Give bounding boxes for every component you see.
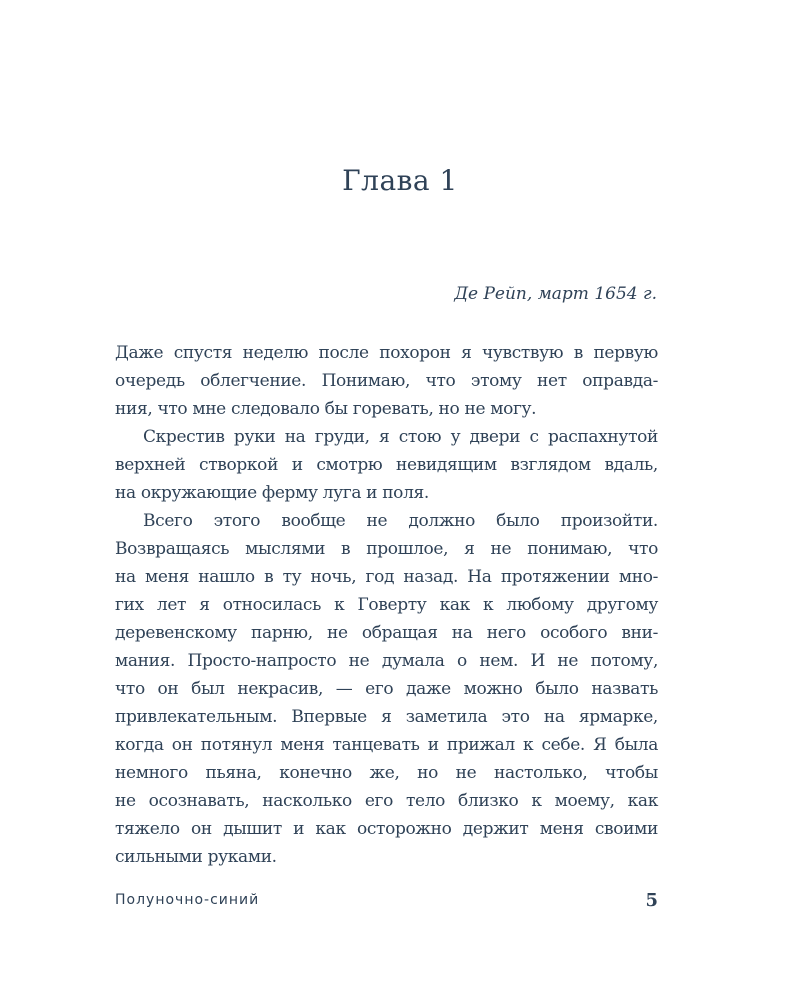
text-line: тяжело он дышит и как осторожно держит меня своими: [115, 819, 658, 839]
text-line: Всего этого вообще не должно было произойти.: [143, 511, 658, 531]
text-line: на меня нашло в ту ночь, год назад. На протяжении мно-: [115, 567, 658, 587]
text-line: ния, что мне следовало бы горевать, но не могу.: [115, 399, 537, 419]
chapter-title: Глава 1: [342, 164, 458, 197]
text-line: немного пьяна, конечно же, но не настолько, чтобы: [115, 763, 658, 783]
text-line: гих лет я относилась к Говерту как к любому другому: [115, 595, 658, 615]
paragraph-1: [115, 339, 658, 423]
text-line: деревенскому парню, не обращая на него особого вни-: [115, 623, 658, 643]
text-line: привлекательным. Впервые я заметила это на ярмарке,: [115, 707, 658, 727]
text-line: Возвращаясь мыслями в прошлое, я не понимаю, что: [115, 539, 658, 559]
page-number: 5: [645, 890, 658, 911]
paragraph-2: [115, 423, 658, 507]
text-line: что он был некрасив, — его даже можно было назвать: [115, 679, 658, 699]
text-line: верхней створкой и смотрю невидящим взглядом вдаль,: [115, 455, 658, 475]
text-line: не осознавать, насколько его тело близко к моему, как: [115, 791, 658, 811]
paragraph-3: [115, 507, 658, 871]
running-book-title: Полуночно-синий: [115, 892, 260, 908]
text-line: когда он потянул меня танцевать и прижал к себе. Я была: [115, 735, 658, 755]
text-line: сильными руками.: [115, 847, 277, 867]
page-footer: [115, 890, 658, 914]
dateline: Де Рейп, март 1654 г.: [454, 284, 657, 304]
text-line: Скрестив руки на груди, я стою у двери с распахнутой: [143, 427, 658, 447]
text-line: очередь облегчение. Понимаю, что этому нет оправда-: [115, 371, 658, 391]
text-line: Даже спустя неделю после похорон я чувствую в первую: [115, 343, 658, 363]
text-line: на окружающие ферму луга и поля.: [115, 483, 429, 503]
body-text: [115, 339, 658, 871]
text-line: мания. Просто-напросто не думала о нем. И не потому,: [115, 651, 658, 671]
